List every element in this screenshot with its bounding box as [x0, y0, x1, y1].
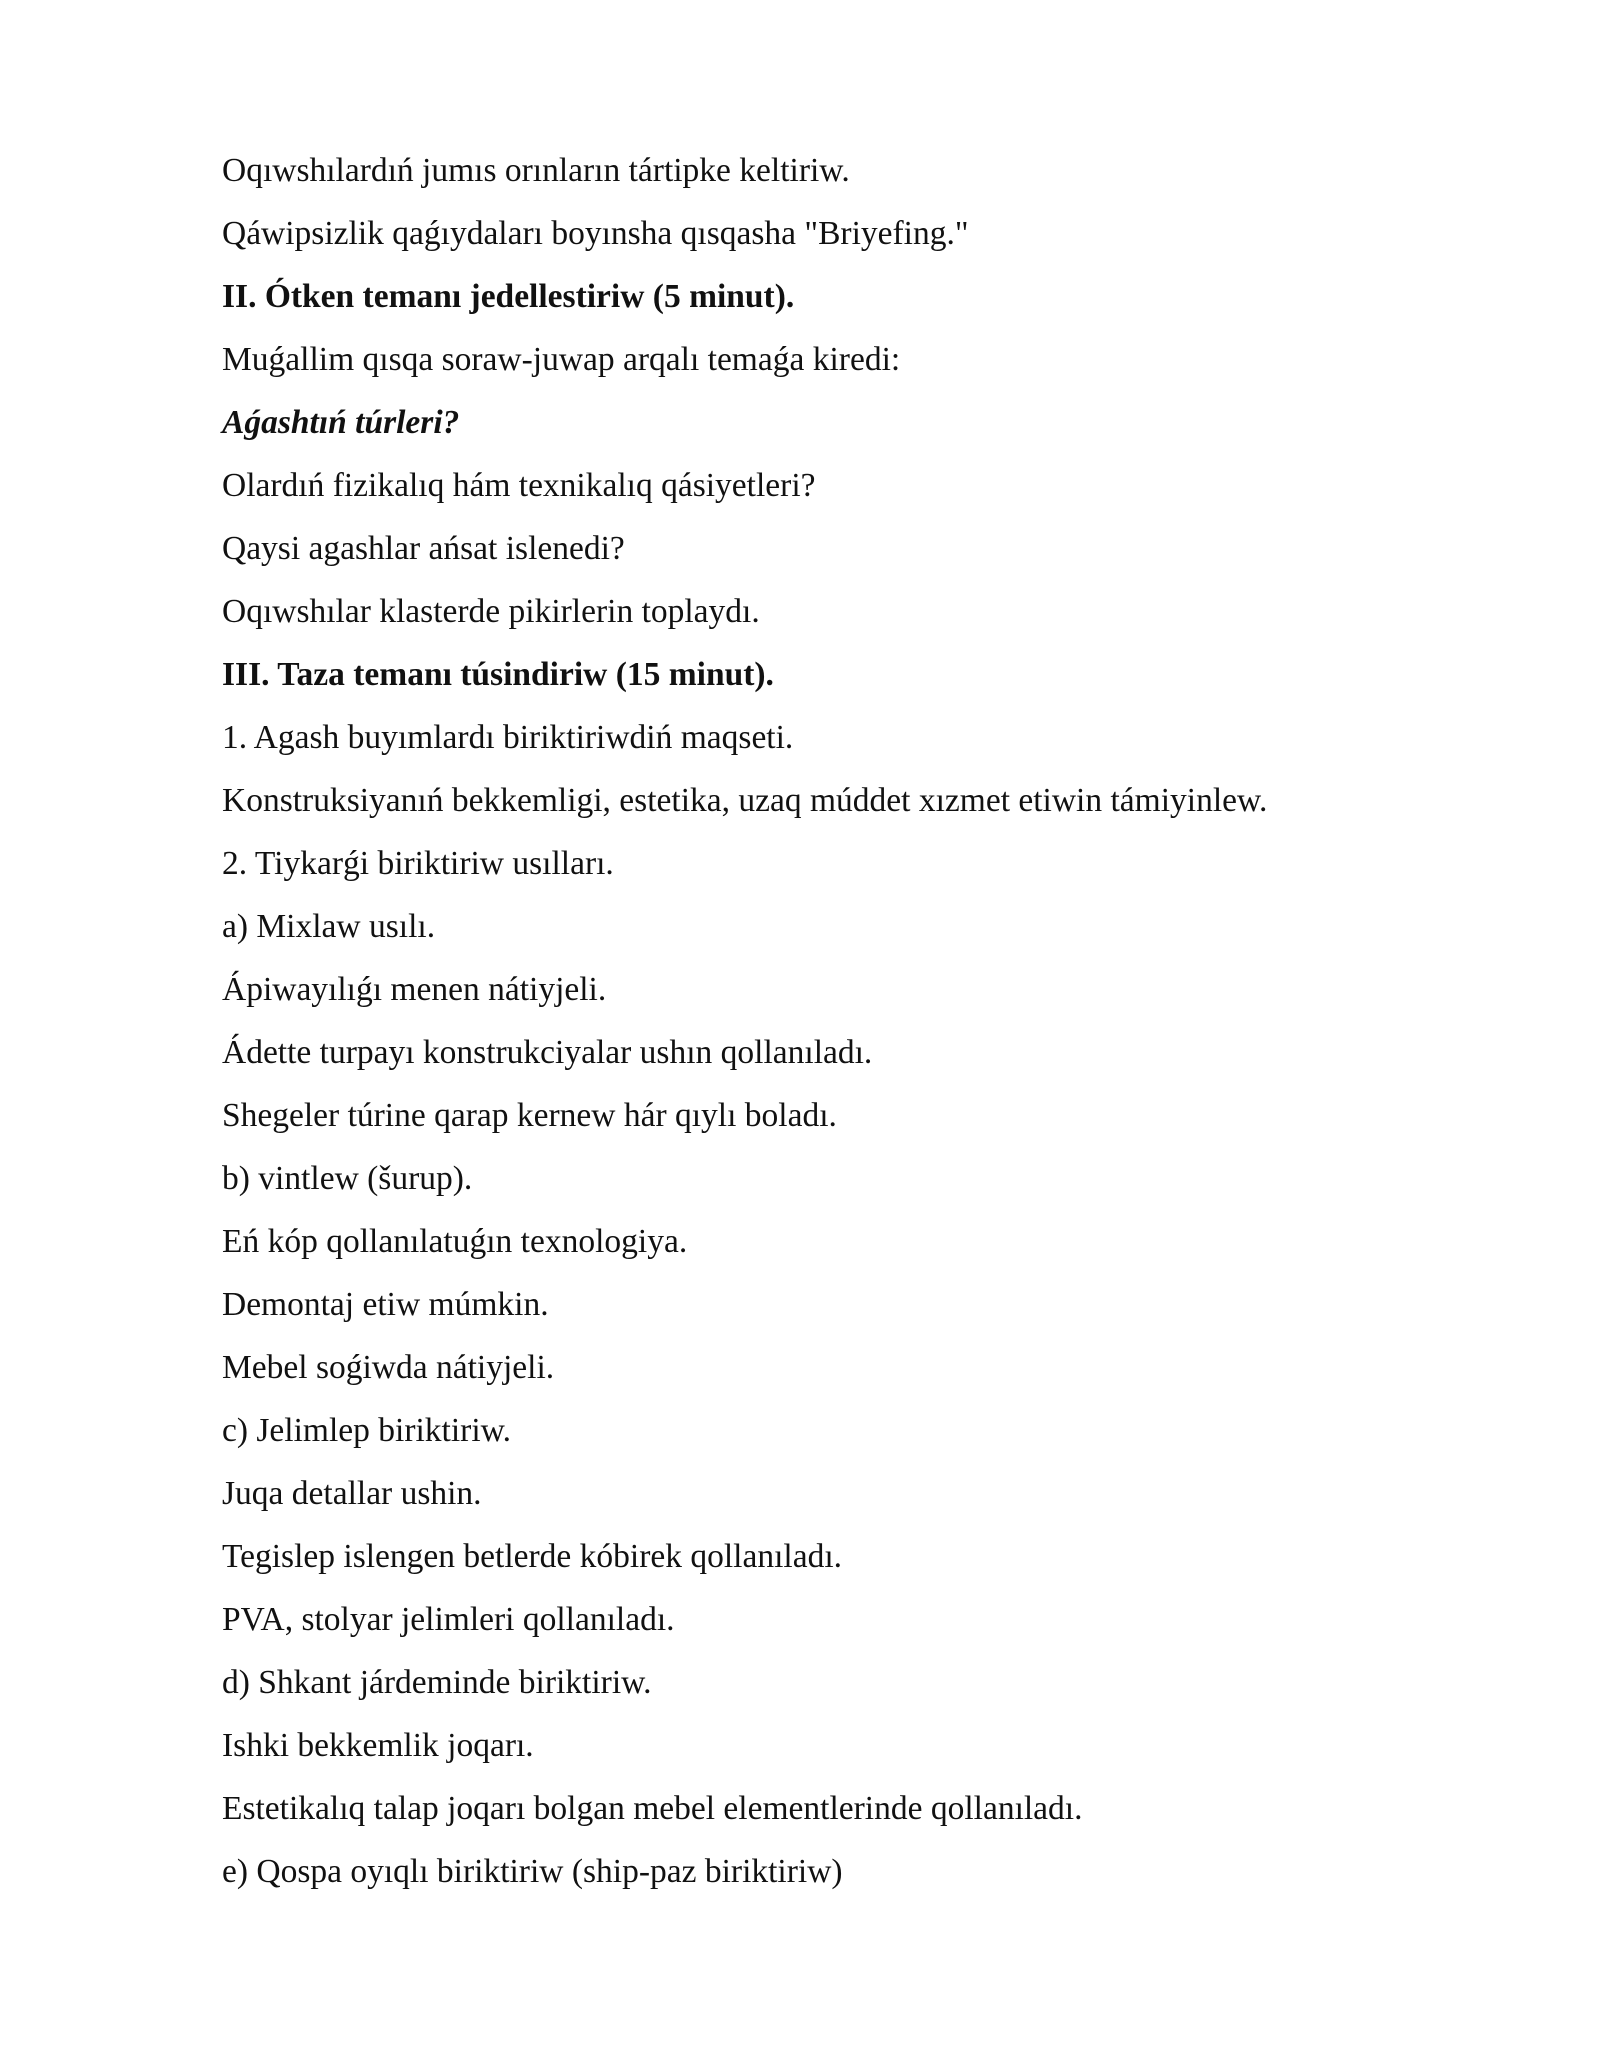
text-line: Ádette turpayı konstrukciyalar ushın qollanıladı.: [222, 1034, 873, 1071]
text-line: Ápiwayılıǵı menen nátiyjeli.: [222, 971, 607, 1008]
text-line: Juqa detallar ushin.: [222, 1475, 482, 1512]
text-line: Olardıń fizikalıq hám texnikalıq qásiyetleri?: [222, 467, 816, 504]
document-body: [222, 143, 1472, 1907]
text-line: Shegeler túrine qarap kernew hár qıylı boladı.: [222, 1097, 837, 1134]
text-line: Oqıwshılar klasterde pikirlerin toplaydı.: [222, 593, 760, 630]
text-line: e) Qospa oyıqlı biriktiriw (ship-paz biriktiriw): [222, 1853, 843, 1890]
text-line: c) Jelimlep biriktiriw.: [222, 1412, 512, 1449]
text-line: Oqıwshılardıń jumıs orınların tártipke keltiriw.: [222, 152, 850, 189]
text-line: Ishki bekkemlik joqarı.: [222, 1727, 534, 1764]
text-line: d) Shkant járdeminde biriktiriw.: [222, 1664, 652, 1701]
text-line: Qaysi agashlar ańsat islenedi?: [222, 530, 625, 567]
text-line: Mebel soǵiwda nátiyjeli.: [222, 1349, 555, 1386]
text-line: Demontaj etiw múmkin.: [222, 1286, 549, 1323]
text-line: PVA, stolyar jelimleri qollanıladı.: [222, 1601, 675, 1638]
text-line: Tegislep islengen betlerde kóbirek qollanıladı.: [222, 1538, 843, 1575]
text-line: 1. Agash buyımlardı biriktiriwdiń maqseti.: [222, 719, 794, 756]
text-line: Estetikalıq talap joqarı bolgan mebel elementlerinde qollanıladı.: [222, 1790, 1083, 1827]
text-line: a) Mixlaw usılı.: [222, 908, 436, 945]
text-line: Konstruksiyanıń bekkemligi, estetika, uzaq múddet xızmet etiwin támiyinlew.: [222, 782, 1268, 819]
text-line: Eń kóp qollanılatuǵın texnologiya.: [222, 1223, 688, 1260]
text-line: Qáwipsizlik qaǵıydaları boyınsha qısqasha "Briyefing.": [222, 215, 969, 252]
section-heading: II. Ótken temanı jedellestiriw (5 minut).: [222, 278, 795, 315]
question-heading: Aǵashtıń túrleri?: [222, 404, 460, 441]
text-line: 2. Tiykarǵi biriktiriw usılları.: [222, 845, 614, 882]
section-heading: III. Taza temanı túsindiriw (15 minut).: [222, 656, 774, 693]
text-line: Muǵallim qısqa soraw-juwap arqalı temaǵa kiredi:: [222, 341, 901, 378]
text-line: b) vintlew (šurup).: [222, 1160, 473, 1197]
